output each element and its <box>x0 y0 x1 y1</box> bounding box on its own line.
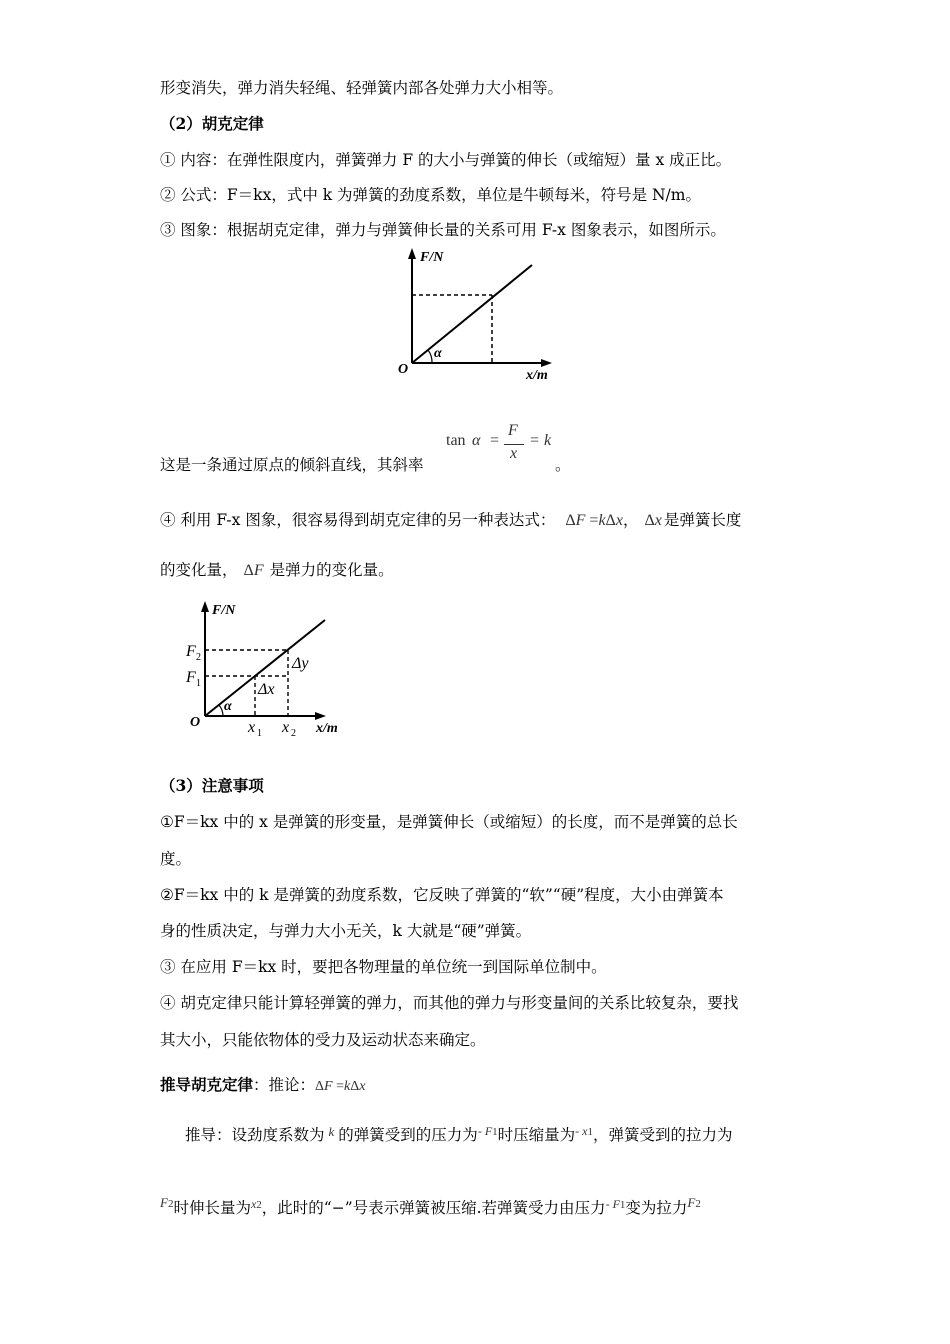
x-axis-label: x/m <box>526 368 548 383</box>
formula-delta-f-k-delta-x <box>315 1079 365 1094</box>
text-span: ，此时的“−”号表示弹簧被压缩.若弹簧受力由压力 <box>261 1199 606 1217</box>
subscript: 2 <box>256 1199 262 1211</box>
text-line: ① 内容：在弹性限度内，弹簧弹力 F 的大小与弹簧的伸长（或缩短）量 x 成正比。 <box>160 151 732 169</box>
f1-subscript: 1 <box>196 678 201 689</box>
text-span: 变为拉力 <box>625 1199 688 1217</box>
slope-formula <box>446 422 556 472</box>
y-axis-label: F/N <box>420 250 444 265</box>
text-span: ， <box>622 511 639 529</box>
text-line <box>160 560 394 581</box>
angle-label: α <box>224 699 232 714</box>
delta-symbol: Δ <box>350 1079 360 1094</box>
fraction-numerator: F <box>508 422 518 439</box>
origin-label: O <box>190 715 201 730</box>
delta-symbol: Δ <box>243 562 254 579</box>
k-symbol: k <box>544 432 552 449</box>
k-symbol: k <box>344 1079 351 1094</box>
minus-f1 <box>606 1197 626 1211</box>
delta-symbol: Δ <box>565 512 576 529</box>
minus-sign: - <box>477 1124 482 1138</box>
x2-symbol <box>251 1197 262 1211</box>
y-axis-label: F/N <box>212 603 236 618</box>
minus-x1 <box>575 1124 593 1138</box>
minus-f1 <box>478 1124 498 1138</box>
f2-symbol <box>160 1195 173 1210</box>
f-symbol: F <box>612 1197 620 1211</box>
x-axis-label: x/m <box>316 721 338 736</box>
alpha-symbol: α <box>472 432 481 449</box>
equals-sign: = <box>336 1079 345 1094</box>
text-span: ：推论： <box>253 1076 316 1094</box>
tan-text: tan <box>446 432 466 449</box>
x-symbol: x <box>582 1124 588 1138</box>
minus-sign: - <box>605 1197 610 1211</box>
f-symbol: F <box>575 512 586 529</box>
text-line: 。 <box>555 456 571 474</box>
text-line <box>160 510 741 531</box>
delta-x-label: Δx <box>258 681 275 698</box>
text-span: 推导：设劲度系数为 <box>185 1126 325 1144</box>
delta-symbol: Δ <box>644 512 655 529</box>
equals-sign: = <box>530 432 540 449</box>
subscript: 1 <box>619 1199 626 1211</box>
subscript: 1 <box>587 1126 593 1138</box>
f-symbol: F <box>324 1079 333 1094</box>
text-line: ③ 图象：根据胡克定律，弹力与弹簧伸长量的关系可用 F-x 图象表示，如图所示。 <box>160 221 726 239</box>
text-span: 的变化量， <box>160 561 238 579</box>
derivation-title: 推导胡克定律 <box>160 1075 254 1094</box>
minus-sign: - <box>575 1124 580 1138</box>
text-line <box>160 1075 365 1097</box>
text-line: ②F＝kx 中的 k 是弹簧的劲度系数，它反映了弹簧的“软”“硬”程度，大小由弹簧本 <box>160 886 724 904</box>
section-heading-hooke: （2）胡克定律 <box>160 114 264 133</box>
graph-f-x-1 <box>390 245 570 385</box>
text-line: 形变消失，弹力消失轻绳、轻弹簧内部各处弹力大小相等。 <box>160 79 564 97</box>
delta-y-label: Δy <box>292 655 309 672</box>
subscript: 2 <box>695 1198 701 1210</box>
formula-delta-f-k-delta-x <box>565 512 623 529</box>
delta-symbol: Δ <box>315 1079 325 1094</box>
section-heading-notes: （3）注意事项 <box>160 776 264 795</box>
text-line: ② 公式：F＝kx，式中 k 为弹簧的劲度系数，单位是牛顿每米，符号是 N/m。 <box>160 186 701 204</box>
f-symbol: F <box>253 562 264 579</box>
text-line: 度。 <box>160 850 192 868</box>
graph-f-x-2 <box>178 598 358 743</box>
x-symbol: x <box>250 1197 257 1211</box>
text-line: ①F＝kx 中的 x 是弹簧的形变量，是弹簧伸长（或缩短）的长度，而不是弹簧的总长 <box>160 813 738 831</box>
text-span: 是弹簧长度 <box>663 511 742 529</box>
text-span: 时伸长量为 <box>173 1199 251 1217</box>
formula-delta-f <box>244 562 264 579</box>
subscript: 2 <box>167 1198 174 1210</box>
text-line: 这是一条通过原点的倾斜直线，其斜率 <box>160 456 424 474</box>
x2-label: x <box>282 719 290 736</box>
origin-label: O <box>398 362 409 377</box>
f2-label: F <box>186 643 196 660</box>
text-line <box>185 1125 733 1147</box>
x1-label: x <box>248 719 256 736</box>
text-line <box>160 1195 701 1220</box>
f2-symbol <box>687 1195 700 1210</box>
k-symbol: k <box>598 512 606 529</box>
text-line: ④ 胡克定律只能计算轻弹簧的弹力，而其他的弹力与形变量间的关系比较复杂，要找 <box>160 994 739 1012</box>
x-symbol: x <box>615 512 623 529</box>
text-line: 其大小，只能依物体的受力及运动状态来确定。 <box>160 1031 486 1049</box>
f2-subscript: 2 <box>196 652 201 663</box>
text-span: 的弹簧受到的压力为 <box>338 1126 478 1144</box>
delta-symbol: Δ <box>605 512 616 529</box>
x1-subscript: 1 <box>257 728 262 739</box>
text-span: 时压缩量为 <box>497 1126 576 1144</box>
formula-delta-x <box>644 512 661 529</box>
equals-sign: = <box>589 512 599 529</box>
fraction-denominator: x <box>510 445 518 462</box>
text-line: 身的性质决定，与弹力大小无关，k 大就是“硬”弹簧。 <box>160 922 532 940</box>
x-symbol: x <box>654 512 662 529</box>
subscript: 1 <box>492 1126 498 1138</box>
text-span: ，弹簧受到的拉力为 <box>593 1126 733 1144</box>
f-symbol: F <box>484 1124 493 1138</box>
angle-label: α <box>434 346 442 361</box>
f-symbol: F <box>160 1195 168 1210</box>
x-symbol: x <box>359 1079 366 1094</box>
f1-label: F <box>186 669 196 686</box>
f-symbol: F <box>687 1195 696 1210</box>
text-span: ④ 利用 F-x 图象，很容易得到胡克定律的另一种表达式： <box>160 511 556 529</box>
equals-sign: = <box>490 432 500 449</box>
x2-subscript: 2 <box>291 728 296 739</box>
text-span: 是弹力的变化量。 <box>269 561 394 579</box>
k-symbol: k <box>328 1124 335 1139</box>
text-line: ③ 在应用 F＝kx 时，要把各物理量的单位统一到国际单位制中。 <box>160 958 607 976</box>
